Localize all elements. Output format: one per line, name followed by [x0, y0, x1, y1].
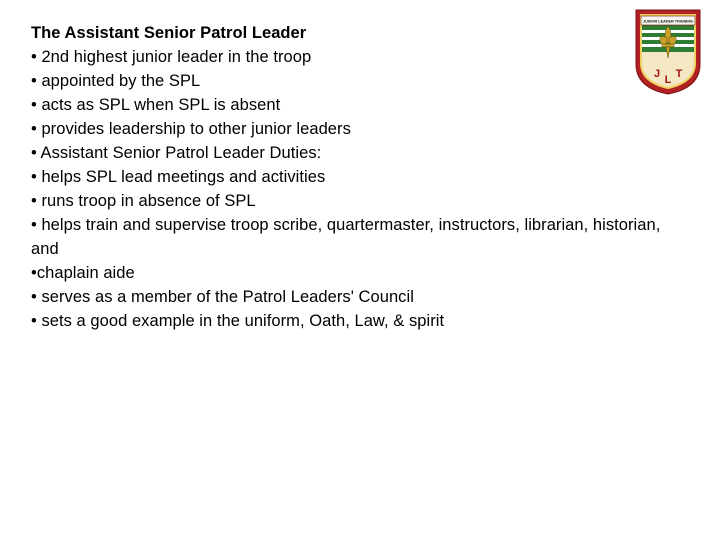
slide-title: The Assistant Senior Patrol Leader	[31, 24, 307, 42]
bullet-line: • runs troop in absence of SPL	[31, 192, 256, 210]
bullet-line: • Assistant Senior Patrol Leader Duties:	[31, 144, 322, 162]
patch-letter-l: L	[664, 74, 672, 86]
bullet-line: • helps SPL lead meetings and activities	[31, 168, 326, 186]
bullet-line: • sets a good example in the uniform, Oath, Law, & spirit	[31, 312, 445, 330]
bullet-line: •chaplain aide	[31, 264, 135, 282]
bullet-line: • 2nd highest junior leader in the troop	[31, 48, 312, 66]
patch-letter-t: T	[675, 68, 683, 80]
bullet-line: • helps train and supervise troop scribe, quartermaster, instructors, librarian, historian, and	[31, 216, 665, 258]
bullet-line: • acts as SPL when SPL is absent	[31, 96, 281, 114]
bullet-line: • provides leadership to other junior leaders	[31, 120, 351, 138]
slide-content	[31, 21, 671, 333]
bullet-line: • serves as a member of the Patrol Leaders' Council	[31, 288, 414, 306]
patch-banner-text: JUNIOR LEADER TRAINING	[643, 18, 693, 24]
jlt-patch-logo	[634, 8, 702, 96]
bullet-line: • appointed by the SPL	[31, 72, 201, 90]
patch-letter-j: J	[653, 68, 661, 80]
